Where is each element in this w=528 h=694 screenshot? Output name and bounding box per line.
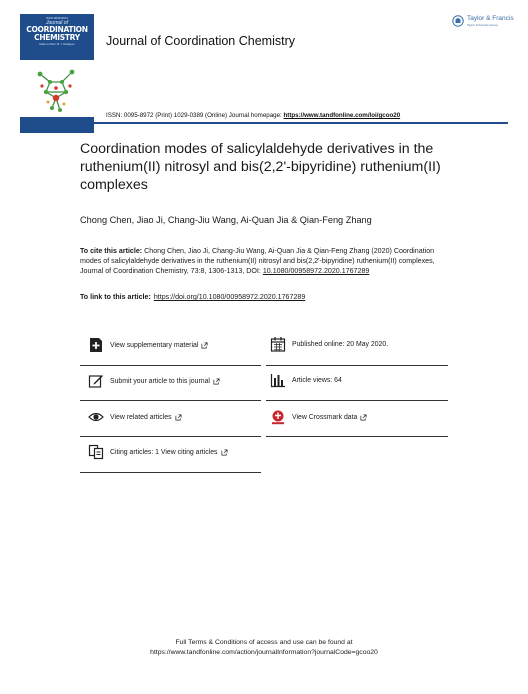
plus-box-icon xyxy=(88,337,104,353)
crossmark-link[interactable] xyxy=(270,409,367,425)
citing-label: Citing articles: 1 View citing articles xyxy=(110,448,218,456)
edit-icon xyxy=(88,373,104,389)
bar-chart-icon xyxy=(270,372,286,388)
article-link-block xyxy=(80,293,305,301)
row-divider xyxy=(266,400,448,401)
cover-name-line2: CHEMISTRY xyxy=(34,33,80,42)
external-link-icon xyxy=(201,342,208,349)
article-doi-url[interactable]: https://doi.org/10.1080/00958972.2020.1767289 xyxy=(153,293,306,301)
row-divider xyxy=(266,436,448,437)
article-views xyxy=(270,372,342,388)
link-label: To link to this article: xyxy=(80,293,151,301)
citing-articles-link[interactable] xyxy=(88,444,228,460)
issn-line xyxy=(106,112,400,119)
row-divider xyxy=(80,436,261,437)
external-link-icon xyxy=(213,378,220,385)
cover-name-line1: COORDINATION xyxy=(26,25,88,34)
submit-label: Submit your article to this journal xyxy=(110,377,210,385)
calendar-icon xyxy=(270,336,286,352)
citation-doi-link[interactable]: 10.1080/00958972.2020.1767289 xyxy=(262,267,370,276)
row-divider xyxy=(80,365,261,366)
cover-journal-of: Journal of xyxy=(46,20,68,26)
article-authors: Chong Chen, Jiao Ji, Chang-Jiu Wang, Ai-Quan Jia & Qian-Feng Zhang xyxy=(80,215,372,225)
row-divider xyxy=(266,365,448,366)
supplementary-label: View supplementary material xyxy=(110,341,199,349)
terms-url[interactable]: https://www.tandfonline.com/action/journalInformation?journalCode=gcoo20 xyxy=(150,649,378,656)
citation-text: Chong Chen, Jiao Ji, Chang-Jiu Wang, Ai-Quan Jia & Qian-Feng Zhang (2020) Coordination modes of salicylaldehyde derivatives in the ruthenium(II) nitrosyl and bis(2,2'-bipyridine) ruthenium(II) complexes, Journal of Coordination Chemistry, 73:8, 1306-1313, DOI: xyxy=(80,247,435,276)
issn-text: ISSN: 0095-8972 (Print) 1029-0389 (Online) Journal homepage: xyxy=(106,112,284,119)
submit-article-link[interactable] xyxy=(88,373,220,389)
crossmark-label: View Crossmark data xyxy=(292,413,358,421)
cover-tagline: Editor-in-Chief: Dr. J. Rodriguez xyxy=(39,43,75,46)
terms-line: Full Terms & Conditions of access and use can be found at xyxy=(175,639,353,646)
published-date: Published online: 20 May 2020. xyxy=(292,340,389,348)
journal-cover xyxy=(20,14,94,120)
citation-label: To cite this article: xyxy=(80,247,143,255)
external-link-icon xyxy=(221,449,228,456)
published-online xyxy=(270,336,388,352)
row-divider xyxy=(80,472,261,473)
cover-issn: ISSN 0095-8972 xyxy=(45,16,69,20)
views-count: Article views: 64 xyxy=(292,376,342,384)
publisher-logo[interactable] xyxy=(452,14,516,34)
header-divider xyxy=(20,122,508,124)
external-link-icon xyxy=(360,414,367,421)
publisher-subname: Taylor & Francis Group xyxy=(467,23,498,27)
citation-block xyxy=(80,246,450,277)
journal-homepage-link[interactable]: https://www.tandfonline.com/loi/gcoo20 xyxy=(283,112,401,119)
external-link-icon xyxy=(175,414,182,421)
publisher-logo-icon xyxy=(452,15,464,27)
cover-footer-band xyxy=(20,117,94,133)
crossmark-icon xyxy=(270,409,286,425)
row-divider xyxy=(80,400,261,401)
terms-footer xyxy=(0,638,528,658)
related-articles-link[interactable] xyxy=(88,409,182,425)
citing-articles-icon xyxy=(88,444,104,460)
eye-icon xyxy=(88,409,104,425)
cover-molecule-image xyxy=(32,64,80,116)
article-title: Coordination modes of salicylaldehyde derivatives in the ruthenium(II) nitrosyl and bis(2,2'-bipyridine) ruthenium(II) complexes xyxy=(80,141,441,193)
publisher-name: Taylor & Francis xyxy=(467,15,514,22)
cover-header xyxy=(20,14,94,60)
related-label: View related articles xyxy=(110,413,172,421)
journal-title: Journal of Coordination Chemistry xyxy=(106,34,295,48)
supplementary-material-link[interactable] xyxy=(88,337,208,353)
